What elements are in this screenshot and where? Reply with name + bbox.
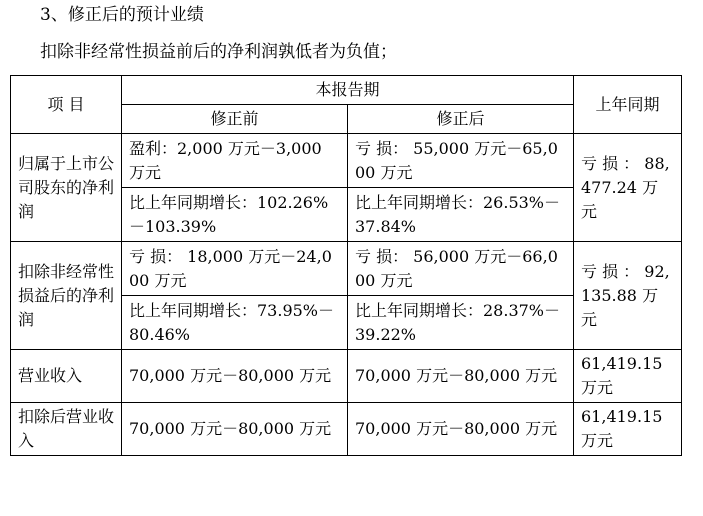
row-label: 营业收入	[11, 350, 122, 403]
before-growth-cell: 比上年同期增长：73.95%－80.46%	[122, 296, 348, 350]
last-year-cell: 61,419.15 万元	[574, 403, 682, 456]
before-growth-cell: 比上年同期增长：102.26%－103.39%	[122, 188, 348, 242]
header-after-revision: 修正后	[348, 105, 574, 134]
after-growth-cell: 比上年同期增长：28.37%－39.22%	[348, 296, 574, 350]
after-value-cell: 亏 损： 55,000 万元－65,000 万元	[348, 134, 574, 188]
last-year-cell: 亏 损 ： 92,135.88 万元	[574, 242, 682, 350]
before-value-cell: 亏 损： 18,000 万元－24,000 万元	[122, 242, 348, 296]
after-value-cell: 亏 损： 56,000 万元－66,000 万元	[348, 242, 574, 296]
after-growth-cell: 比上年同期增长：26.53%－37.84%	[348, 188, 574, 242]
header-item: 项 目	[11, 76, 122, 134]
header-current-period: 本报告期	[122, 76, 574, 105]
row-label: 归属于上市公司股东的净利润	[11, 134, 122, 242]
last-year-cell: 61,419.15 万元	[574, 350, 682, 403]
row-label: 扣除非经常性损益后的净利润	[11, 242, 122, 350]
after-value-cell: 70,000 万元－80,000 万元	[348, 403, 574, 456]
header-last-year: 上年同期	[574, 76, 682, 134]
after-value-cell: 70,000 万元－80,000 万元	[348, 350, 574, 403]
header-before-revision: 修正前	[122, 105, 348, 134]
before-value-cell: 70,000 万元－80,000 万元	[122, 403, 348, 456]
section-heading: 3、修正后的预计业绩	[40, 5, 204, 25]
forecast-table	[10, 75, 682, 456]
table-caption: 扣除非经常性损益前后的净利润孰低者为负值；	[40, 42, 397, 62]
last-year-cell: 亏 损 ： 88,477.24 万元	[574, 134, 682, 242]
row-label: 扣除后营业收入	[11, 403, 122, 456]
before-value-cell: 70,000 万元－80,000 万元	[122, 350, 348, 403]
before-value-cell: 盈利：2,000 万元－3,000 万元	[122, 134, 348, 188]
